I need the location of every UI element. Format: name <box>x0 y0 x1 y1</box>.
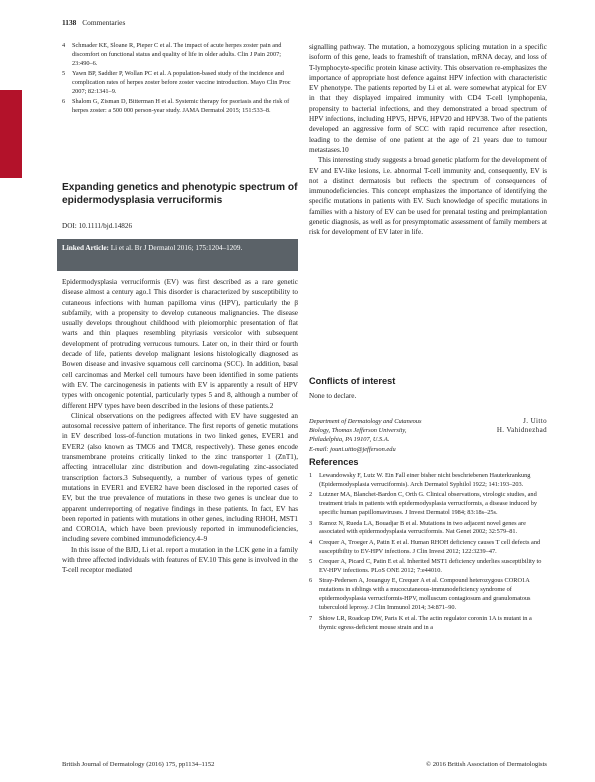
section-name: Commentaries <box>82 18 126 27</box>
conflicts-heading: Conflicts of interest <box>309 376 396 386</box>
body-paragraph: This interesting study suggests a broad genetic platform for the development of EV and EV-like lesions, i.e. abnormal T-cell immunity and, consequently, EV is not a distinct dermatosis but reflects the spectrum of consequences of immunodeficiencies. This concept emphasizes the importance of identifying the specific mutations in patients with EV. Such knowledge of specific mutations in families with a history of EV can be used for prenatal testing and preimplantation genetic diagnosis, as well as for presymptomatic assessment of family members at risk for development of EV later in life. <box>309 156 547 237</box>
doi-link[interactable]: DOI: 10.1111/bjd.14826 <box>62 222 133 230</box>
body-paragraph: In this issue of the BJD, Li et al. report a mutation in the LCK gene in a family with three affected individuals with features of EV.10 This gene is involved in the T-cell receptor mediated <box>62 545 298 575</box>
reference-item: 4 Schmader KE, Sloane R, Pieper C et al. The impact of acute herpes zoster pain and discomfort on functional status and quality of life in older adults. Clin J Pain 2007; 23:490–6. <box>62 42 282 67</box>
page-number: 1138 <box>62 18 77 27</box>
reference-item: 3 Ramoz N, Rueda LA, Bouadjar B et al. Mutations in two adjacent novel genes are associated with epidermodysplasia verruciformis. Nat Genet 2002; 32:579–81. <box>309 519 526 536</box>
copyright: © 2016 British Association of Dermatologists <box>426 761 547 768</box>
references-list <box>309 472 547 634</box>
page-header <box>62 18 125 27</box>
linked-article-box[interactable] <box>57 239 298 271</box>
conflicts-text: None to declare. <box>309 392 357 400</box>
page-footer <box>62 761 547 768</box>
linked-article-citation: Li et al. Br J Dermatol 2016; 175:1204–1209. <box>110 244 243 252</box>
body-paragraph: signalling pathway. The mutation, a homozygous splicing mutation in a specific isoform of this gene, leads to frameshift of translation, mRNA decay, and loss of T-lymphocyte-specific protein kinase activity. This observation re-emphasizes the importance of appropriate host defence against HPV infection with characteristic EV phenotype. The patients reported by Li et al. were somewhat atypical for EV in that they displayed impaired immunity with CD4 T-cell lymphopenia, propensity to bacterial infections, and they demonstrated a broad spectrum of HPV infections, including HPV5, HPV6, HPV20 and HPV38. Two of the patients developed an aggressive form of SCC with rapid recurrence after resection, leading to the demise of one patient at the age of 21 years due to tumour metastases.10 <box>309 43 547 154</box>
body-text-right-column <box>309 42 547 238</box>
journal-citation: British Journal of Dermatology (2016) 175, pp1134–1152 <box>62 761 215 768</box>
reference-item: 1 Lewandowsky F, Lutz W. Ein Fall einer bisher nicht beschriebenen Hauterkrankung (Epidermodysplasia verruciformis). Arch Dermatol Syphilol 1922; 141:193–203. <box>309 472 531 488</box>
author-names: J. Uitto H. Vahidnezhad <box>496 417 547 435</box>
references-heading: References <box>309 457 359 467</box>
article-title: Expanding genetics and phenotypic spectrum of epidermodysplasia verruciformis <box>62 182 298 206</box>
reference-item: 6 Stray-Pedersen A, Jouanguy E, Crequer A et al. Compound heterozygous CORO1A mutations in siblings with a mucocutaneous-immunodeficiency syndrome of epidermodysplasia verruciformis-HPV, molluscum contagiosum and granulomatous tuberculoid leprosy. J Clin Immunol 2014; 34:871–90. <box>309 577 531 612</box>
reference-item: 6 Shalom G, Zisman D, Bitterman H et al. Systemic therapy for psoriasis and the risk of herpes zoster: a 500 000 person-year study. JAMA Dermatol 2015; 151:533–8. <box>62 98 290 115</box>
section-color-tab <box>0 90 22 178</box>
body-paragraph: Epidermodysplasia verruciformis (EV) was first described as a rare genetic disease almost a century ago.1 This disorder is characterized by susceptibility to cutaneous infections with human papilloma virus (HPV), particularly the β subfamily, with a propensity to develop cutaneous malignancies. The disease usually develops throughout childhood with pleiomorphic presentation of flat warts and thin plaques resembling pityriasis versicolor with subsequent development of protruding verrucous tumours. Later on, in their third or fourth decade of life, patients develop malignant lesions histologically diagnosed as Bowen disease and invasive squamous cell carcinoma (SCC). In addition, basal cell carcinomas and Merkel cell tumours have been identified in some patients with EV. The carcinogenesis in patients with EV is apparently a result of HPV types with oncogenic potential, particularly types 5 and 8, although a number of different HPV types have been described in the lesions of these patients.2 <box>62 278 298 410</box>
reference-item: 5 Crequer A, Picard C, Patin E et al. Inherited MST1 deficiency underlies susceptibility to EV-HPV infections. PLoS ONE 2012; 7:e44010. <box>309 558 542 575</box>
reference-item: 2 Lutzner MA, Blanchet-Bardon C, Orth G. Clinical observations, virologic studies, and treatment trials in patients with epidermodysplasia verruciformis, a disease induced by specific human papillomaviruses. J Invest Dermatol 1984; 83:18s–25s. <box>309 491 538 517</box>
reference-item: 5 Yawn BP, Saddier P, Wollan PC et al. A population-based study of the incidence and complication rates of herpes zoster before zoster vaccine introduction. Mayo Clin Proc 2007; 82:1341–9. <box>62 70 291 96</box>
author-affiliation: Department of Dermatology and Cutaneous Biology, Thomas Jefferson University, Philadelphia, PA 19107, U.S.A. E-mail: jouni.uitto@jefferson.edu <box>309 417 547 454</box>
reference-item: 7 Shiow LR, Roadcap DW, Paris K et al. The actin regulator coronin 1A is mutant in a thymic egress-deficient mouse strain and in a <box>309 614 532 631</box>
body-text-left-column <box>62 277 298 576</box>
reference-item: 4 Crequer A, Troeger A, Patin E et al. Human RHOH deficiency causes T cell defects and susceptibility to EV-HPV infections. J Clin Invest 2012; 122:3239–47. <box>309 538 541 555</box>
linked-article-label: Linked Article: <box>62 244 109 252</box>
author-email[interactable]: E-mail: jouni.uitto@jefferson.edu <box>309 445 396 453</box>
body-paragraph: Clinical observations on the pedigrees affected with EV have suggested an autosomal recessive pattern of inheritance. The first reports of genetic mutations in EV described loss-of-function mutations in two linked genes, EVER1 and EVER2 (also known as TMC6 and TMC8, respectively). These genes encode transmembrane proteins critically linked to the zinc transporter 1 (ZnT1), affecting intracellular zinc distribution and down-regulating zinc-associated transcription factors.3 Subsequently, a number of various types of genetic mutations in EVER1 and EVER2 have been disclosed in the reported cases of EV, but the true prevalence of mutations in these two genes is unclear due to apparent underreporting of negative findings in these patients. In fact, EV has been reported in patients with mutations in other genes, including RHOH, MST1 and CORO1A, which have been previously reported in immunodeficiencies, including severe combined immunodeficiency.4–9 <box>62 411 298 544</box>
previous-article-references <box>62 42 298 118</box>
